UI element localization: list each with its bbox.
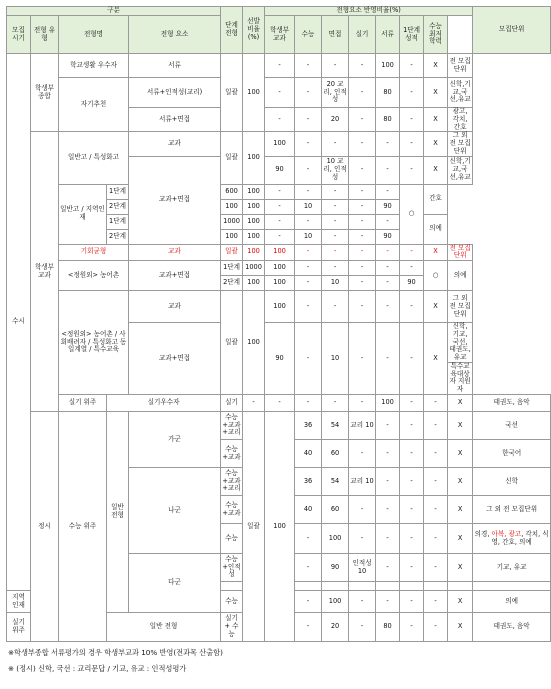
- cell-value: -: [322, 291, 349, 323]
- cell-jeongsi: 정시: [31, 412, 59, 642]
- cell-value: -: [349, 156, 376, 184]
- cell-value: -: [349, 229, 376, 244]
- cell-ratio: 1000: [221, 214, 243, 229]
- cell-value: -: [376, 412, 400, 440]
- cell-min: X: [448, 440, 473, 468]
- cell-univ: 기교, 유교: [473, 554, 551, 582]
- cell-element: 교과: [129, 244, 221, 261]
- cell-value: [400, 582, 424, 591]
- cell-value: 80: [376, 108, 400, 132]
- cell-value: -: [349, 613, 376, 642]
- cell-element: 서류+면접: [129, 108, 221, 132]
- cell-value: -: [349, 184, 376, 199]
- cell-value: -: [295, 214, 322, 229]
- cell-element: 실기 + 수능: [221, 613, 243, 642]
- cell-value: 100: [376, 54, 400, 78]
- cell-value: -: [349, 261, 376, 276]
- cell-silgi-usu: 실기우수자: [107, 395, 221, 412]
- cell-value: -: [349, 524, 376, 554]
- cell-value: -: [400, 395, 424, 412]
- cell-univ: 특수교육대상자 지원자: [449, 361, 471, 394]
- cell-value: 교리 10: [349, 412, 376, 440]
- cell-value: -: [265, 108, 295, 132]
- cell-value: 100: [265, 276, 295, 291]
- header-min: 수능 최저 학력: [424, 16, 448, 54]
- cell-ratio: 100: [221, 199, 243, 214]
- cell-min: X: [448, 554, 473, 582]
- cell-value: -: [322, 54, 349, 78]
- cell-value: 60: [322, 440, 349, 468]
- cell-value: -: [400, 244, 424, 261]
- cell-value: -: [400, 132, 424, 156]
- cell-univ: 광고, 각치, 간호: [448, 108, 473, 132]
- cell-stage: 1단계: [221, 261, 243, 276]
- cell-element: 서류+인적성(교리): [129, 78, 221, 108]
- cell-value: 인적성 10: [349, 554, 376, 582]
- cell-hakjong: 학생부 종합: [31, 54, 59, 132]
- cell-value: 90: [265, 156, 295, 184]
- cell-value: 100: [322, 524, 349, 554]
- cell-ilban-jh: 일반 전형: [107, 412, 129, 613]
- cell-value: -: [376, 156, 400, 184]
- cell-value: -: [265, 199, 295, 214]
- cell-value: -: [295, 132, 322, 156]
- cell-ga: 가군: [129, 412, 221, 468]
- cell-value: -: [322, 244, 349, 261]
- cell-value: 20: [322, 108, 349, 132]
- cell-min: X: [424, 78, 448, 108]
- cell-value: -: [322, 214, 349, 229]
- cell-value: -: [400, 261, 424, 276]
- cell-value: -: [376, 524, 400, 554]
- cell-value: -: [424, 613, 448, 642]
- cell-value: 10: [295, 199, 322, 214]
- cell-value: -: [349, 591, 376, 613]
- cell-value: -: [295, 323, 322, 395]
- cell-min: [448, 582, 473, 591]
- cell-value: 100: [376, 395, 400, 412]
- cell-value: -: [400, 496, 424, 524]
- footnote-1: ※학생부종합 서류평가의 경우 학생부교과 10% 반영(전과목 산출함): [8, 648, 223, 657]
- header-univ: 모집단위: [473, 7, 551, 54]
- cell-univ: 그 외 전 모집단위: [449, 131, 471, 155]
- cell-value: -: [349, 78, 376, 108]
- cell-ratio: 100: [243, 276, 265, 291]
- cell-value: -: [424, 591, 448, 613]
- cell-univ: 그 외 전 모집단위: [473, 496, 551, 524]
- cell-value: -: [295, 524, 322, 554]
- cell-ratio: 100: [243, 132, 265, 184]
- cell-value: -: [295, 78, 322, 108]
- cell-ratio: 1000: [243, 261, 265, 276]
- cell-value: -: [295, 276, 322, 291]
- cell-value: -: [349, 244, 376, 261]
- cell-value: -: [376, 276, 400, 291]
- cell-gihoe: 기회균형: [59, 244, 129, 261]
- cell-value: 100: [243, 229, 265, 244]
- cell-min: X: [424, 323, 448, 395]
- cell-value: -: [295, 244, 322, 261]
- cell-value: -: [376, 440, 400, 468]
- cell-value: -: [424, 412, 448, 440]
- cell-min: X: [424, 108, 448, 132]
- cell-value: -: [265, 184, 295, 199]
- header-practical: 실기: [349, 16, 376, 54]
- cell-jagi: 자기추천: [59, 78, 129, 132]
- cell-value: -: [295, 184, 322, 199]
- cell-univ: 의예: [473, 591, 551, 613]
- cell-silgi-wiju: 실기 위주: [59, 395, 107, 412]
- cell-value: 90: [376, 229, 400, 244]
- cell-value: [424, 582, 448, 591]
- cell-value: 54: [322, 412, 349, 440]
- cell-univ: 태권도, 음악: [473, 613, 551, 642]
- cell-value: -: [349, 496, 376, 524]
- cell-value: -: [400, 412, 424, 440]
- cell-min: X: [424, 291, 448, 323]
- cell-element: 실기: [221, 395, 243, 412]
- cell-value: -: [424, 554, 448, 582]
- header-stage: 단계 전형: [221, 7, 243, 54]
- cell-value: -: [349, 132, 376, 156]
- header-suneung: 수능: [295, 16, 322, 54]
- cell-value: -: [376, 291, 400, 323]
- cell-value: 100: [265, 244, 295, 261]
- cell-min: X: [448, 591, 473, 613]
- cell-value: -: [349, 54, 376, 78]
- cell-value: -: [400, 291, 424, 323]
- cell-element: 수능+교과: [221, 440, 243, 468]
- cell-min: ○: [424, 261, 448, 291]
- cell-value: -: [349, 108, 376, 132]
- cell-value: 100: [243, 184, 265, 199]
- cell-element: 교과+면접: [129, 156, 221, 244]
- cell-value: 80: [376, 613, 400, 642]
- cell-value: -: [295, 291, 322, 323]
- cell-value: 90: [265, 323, 295, 395]
- cell-value: -: [349, 440, 376, 468]
- cell-ilban-jh: 일반 전형: [107, 613, 221, 642]
- cell-hakgyo: 학생부 교과: [31, 132, 59, 412]
- cell-value: [349, 582, 376, 591]
- cell-value: -: [349, 395, 376, 412]
- cell-stage: 일괄: [243, 412, 265, 642]
- cell-value: 80: [376, 78, 400, 108]
- cell-value: -: [295, 613, 322, 642]
- cell-univ: 국선: [473, 412, 551, 440]
- cell-univ: 신학, 기교, 국선, 태권도, 유교: [449, 322, 471, 362]
- cell-value: -: [265, 229, 295, 244]
- cell-univ: [473, 524, 551, 554]
- cell-element: 수능+교과+교리: [221, 468, 243, 496]
- cell-min: X: [448, 524, 473, 554]
- cell-element: 수능+인적성: [221, 554, 243, 582]
- cell-value: 100: [265, 261, 295, 276]
- cell-value: -: [376, 496, 400, 524]
- cell-value: [376, 582, 400, 591]
- cell-value: 20 교리, 인적성: [322, 78, 349, 108]
- header-sigi: 모집 시기: [7, 16, 31, 54]
- cell-value: -: [349, 214, 376, 229]
- cell-stage: 1단계: [107, 214, 129, 229]
- cell-value: -: [376, 261, 400, 276]
- cell-element: 교과+면접: [129, 323, 221, 395]
- cell-value: -: [295, 261, 322, 276]
- cell-value: -: [322, 184, 349, 199]
- cell-stage: 2단계: [107, 229, 129, 244]
- cell-min: ○: [400, 184, 424, 244]
- cell-value: -: [295, 54, 322, 78]
- cell-value: -: [376, 554, 400, 582]
- cell-silgi-wiju: 실기 위주: [7, 613, 31, 642]
- cell-stage: 2단계: [221, 276, 243, 291]
- cell-value: 36: [295, 412, 322, 440]
- cell-value: -: [376, 132, 400, 156]
- cell-value: 90: [400, 276, 424, 291]
- cell-value: -: [349, 291, 376, 323]
- cell-value: -: [376, 591, 400, 613]
- cell-ilban-teuk: 일반고 / 특성화고: [59, 132, 129, 184]
- cell-univ: 신학,기교,국선,유교: [448, 156, 473, 184]
- header-element: 전형 요소: [129, 16, 221, 54]
- cell-value: -: [424, 524, 448, 554]
- univ-med-c: , 각치, 식영, 간호, 의예: [491, 529, 549, 546]
- admission-table: [6, 6, 551, 642]
- cell-stage: 1단계: [107, 184, 129, 199]
- cell-value: -: [424, 395, 448, 412]
- cell-element: 서류: [129, 54, 221, 78]
- cell-min: X: [448, 468, 473, 496]
- cell-univ: 간호: [424, 184, 448, 214]
- cell-univ: 신학: [473, 468, 551, 496]
- cell-jeongwon-multi: <정원외> 농어촌 / 사회배려자 / 특성화고 동일계열 / 특수교육: [59, 291, 129, 395]
- header-type: 전형 유형: [31, 16, 59, 54]
- cell-value: -: [424, 440, 448, 468]
- cell-value: -: [400, 323, 424, 395]
- cell-stage: 2단계: [107, 199, 129, 214]
- cell-value: -: [400, 591, 424, 613]
- cell-value: -: [400, 440, 424, 468]
- cell-stage: 일괄: [221, 132, 243, 184]
- cell-value: [322, 582, 349, 591]
- cell-min: X: [448, 613, 473, 642]
- cell-value: 100: [243, 214, 265, 229]
- cell-univ: 태권도, 음악: [473, 395, 551, 412]
- cell-value: 90: [322, 554, 349, 582]
- cell-value: -: [322, 395, 349, 412]
- cell-value: -: [322, 229, 349, 244]
- cell-value: -: [349, 199, 376, 214]
- cell-element: 수능: [221, 524, 243, 554]
- cell-element: 수능+교과+교리: [221, 412, 243, 440]
- cell-value: -: [295, 554, 322, 582]
- header-group: 구분: [7, 7, 221, 16]
- cell-value: 20: [322, 613, 349, 642]
- header-docs: 서류: [376, 16, 400, 54]
- cell-value: 100: [322, 591, 349, 613]
- cell-univ: 의예: [448, 261, 473, 291]
- cell-value: 100: [265, 291, 295, 323]
- univ-med-b: 아복, 광고: [491, 529, 522, 538]
- cell-value: -: [295, 156, 322, 184]
- cell-value: 10: [322, 276, 349, 291]
- cell-ratio: -: [265, 395, 295, 412]
- cell-value: 36: [295, 468, 322, 496]
- cell-value: -: [376, 184, 400, 199]
- cell-ilban-jiyeok: 일반고 / 지역인재: [59, 184, 107, 244]
- cell-univ: 의예: [424, 214, 448, 244]
- cell-da: 다군: [129, 554, 221, 613]
- cell-ratio: 100: [243, 291, 265, 395]
- cell-min: X: [424, 156, 448, 184]
- header-name: 전형명: [59, 16, 129, 54]
- cell-stage: 일괄: [221, 54, 243, 132]
- cell-value: -: [400, 613, 424, 642]
- cell-min: X: [448, 496, 473, 524]
- cell-value: -: [376, 214, 400, 229]
- cell-stage: -: [243, 395, 265, 412]
- cell-univ: [473, 582, 551, 591]
- cell-value: -: [400, 108, 424, 132]
- cell-value: -: [322, 199, 349, 214]
- cell-value: -: [400, 156, 424, 184]
- cell-value: -: [400, 54, 424, 78]
- cell-univ: 한국어: [473, 440, 551, 468]
- cell-element: 교과: [129, 132, 221, 156]
- cell-jiyeok-injae: 지역 인재: [7, 591, 31, 613]
- header-elements-group: 전형요소 반영비율(%): [265, 7, 473, 16]
- cell-value: -: [424, 468, 448, 496]
- cell-value: 90: [376, 199, 400, 214]
- cell-value: 100: [243, 199, 265, 214]
- cell-element: 교과: [129, 291, 221, 323]
- cell-value: -: [265, 214, 295, 229]
- cell-value: 60: [322, 496, 349, 524]
- cell-value: -: [265, 54, 295, 78]
- cell-value: -: [400, 524, 424, 554]
- cell-min: X: [424, 132, 448, 156]
- header-hak: 학생부 교과: [265, 16, 295, 54]
- cell-value: -: [322, 261, 349, 276]
- cell-ratio: 100: [243, 54, 265, 132]
- cell-element: 수능: [221, 591, 243, 613]
- header-stage1: 1단계 성적: [400, 16, 424, 54]
- cell-value: -: [265, 78, 295, 108]
- cell-value: -: [424, 496, 448, 524]
- cell-value: -: [295, 108, 322, 132]
- cell-univ: 전 모집단위: [449, 243, 471, 260]
- cell-ratio: 100: [243, 244, 265, 261]
- cell-value: 54: [322, 468, 349, 496]
- cell-na: 나군: [129, 468, 221, 554]
- univ-med-a: 의경,: [474, 529, 492, 538]
- cell-min: X: [448, 412, 473, 440]
- cell-value: 40: [295, 440, 322, 468]
- cell-value: -: [376, 323, 400, 395]
- cell-stage: 일괄: [221, 291, 243, 395]
- cell-value: -: [400, 554, 424, 582]
- cell-hakgyo-usu: 학교생활 우수자: [59, 54, 129, 78]
- cell-jeongwon-nong: <정원외> 농어촌: [59, 261, 129, 291]
- cell-stage: 일괄: [221, 244, 243, 261]
- cell-min: X: [424, 54, 448, 78]
- cell-value: -: [295, 591, 322, 613]
- cell-susi: 수시: [7, 54, 31, 591]
- cell-univ: 그 외 전 모집단위: [448, 291, 473, 323]
- header-ratio: 선발 비율 (%): [243, 7, 265, 54]
- cell-value: -: [400, 78, 424, 108]
- cell-value: -: [376, 468, 400, 496]
- cell-value: 100: [265, 132, 295, 156]
- cell-univ: 전 모집단위: [448, 54, 473, 78]
- cell-ratio: 100: [221, 229, 243, 244]
- cell-min: X: [424, 244, 448, 261]
- cell-value: -: [349, 276, 376, 291]
- cell-element: 수능+교과: [221, 496, 243, 524]
- cell-ratio: 600: [221, 184, 243, 199]
- cell-value: [295, 582, 322, 591]
- cell-value: -: [349, 323, 376, 395]
- cell-value: 40: [295, 496, 322, 524]
- cell-min: X: [448, 395, 473, 412]
- cell-suneung-wiju: 수능 위주: [59, 412, 107, 642]
- header-interview: 면접: [322, 16, 349, 54]
- cell-value: 10 교리, 인적성: [322, 156, 349, 184]
- cell-element: 교과+면접: [129, 261, 221, 291]
- footnote-2: ※ (정시) 신학, 국선 : 교리문답 / 기교, 유교 : 인적성평가: [8, 664, 187, 673]
- cell-univ: 신학,기교,국선,유교: [448, 78, 473, 108]
- cell-value: -: [400, 468, 424, 496]
- cell-value: -: [322, 132, 349, 156]
- cell-value: 10: [322, 323, 349, 395]
- cell-value: -: [295, 395, 322, 412]
- cell-ratio: 100: [265, 412, 295, 642]
- cell-value: 10: [295, 229, 322, 244]
- cell-value: 교리 10: [349, 468, 376, 496]
- cell-element: [221, 582, 243, 591]
- cell-value: -: [376, 244, 400, 261]
